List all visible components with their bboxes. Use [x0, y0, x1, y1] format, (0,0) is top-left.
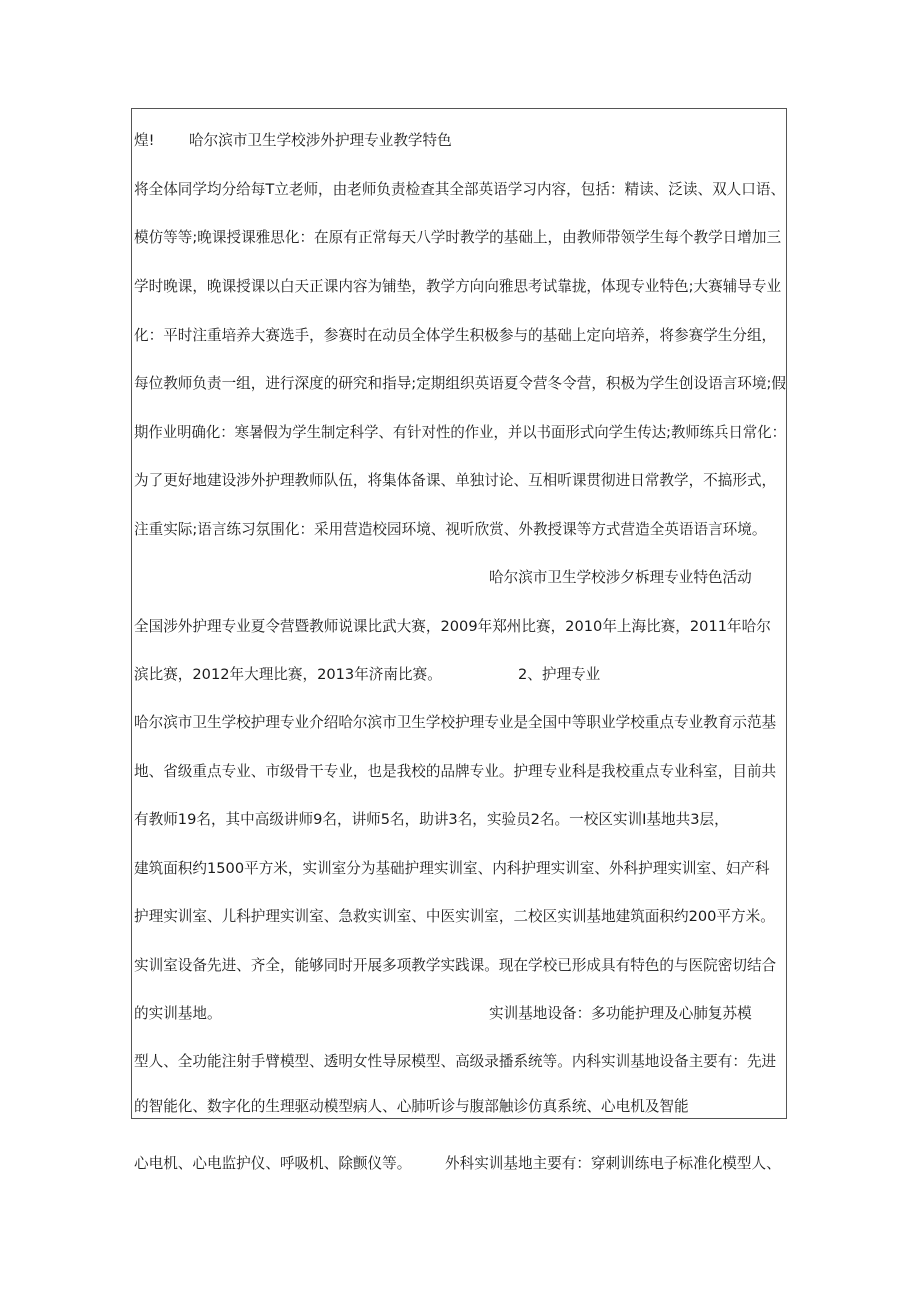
paragraph-text: 外科实训基地主要有：穿刺训练电子标准化模型人、: [445, 1155, 781, 1172]
paragraph-text: 型人、全功能注射手臂模型、透明女性导尿模型、高级录播系统等。内科实训基地设备主要有：先进: [134, 1053, 777, 1070]
paragraph-text: 心电机、心电监护仪、呼吸机、除颤仪等。: [134, 1155, 412, 1172]
paragraph-text: 建筑面积约1500平方米，实训室分为基础护理实训室、内科护理实训室、外科护理实训室、妇产科: [134, 860, 770, 877]
intro-fragment: 煌!: [134, 132, 155, 149]
paragraph-text: 每位教师负责一组，进行深度的研究和指导;定期组织英语夏令营冬令营，积极为学生创设语言环境;假: [134, 375, 786, 392]
paragraph-text: 护理实训室、儿科护理实训室、急救实训室、中医实训室，二校区实训基地建筑面积约200平方米。: [134, 908, 775, 925]
paragraph-text: 哈尔滨市卫生学校护理专业介绍哈尔滨市卫生学校护理专业是全国中等职业学校重点专业教育示范基: [134, 714, 777, 731]
section-heading-nursing: 2、护理专业: [518, 666, 601, 683]
section-heading-foreign-nursing: 哈尔滨市卫生学校涉外护理专业教学特色: [189, 132, 452, 149]
paragraph-text: 滨比赛，2012年大理比赛，2013年济南比赛。: [134, 666, 442, 683]
paragraph-text: 将全体同学均分给每T立老师，由老师负责检查其全部英语学习内容，包括：精读、泛读、双人口语、: [134, 181, 786, 198]
paragraph-text: 化：平时注重培养大赛选手，参赛时在动员全体学生积极参与的基础上定向培养，将参赛学生分组，: [134, 327, 777, 344]
paragraph-text: 为了更好地建设涉外护理教师队伍，将集体备课、单独讨论、互相听课贯彻进日常教学，不搞形式，: [134, 472, 777, 489]
paragraph-text: 期作业明确化：寒暑假为学生制定科学、有针对性的作业，并以书面形式向学生传达;教师练兵日常化：: [134, 424, 786, 441]
section-heading-activities: 哈尔滨市卫生学校涉夕柝理专业特色活动: [489, 569, 752, 586]
paragraph-text: 的智能化、数字化的生理驱动模型病人、心肺听诊与腹部触诊仿真系统、心电机及智能: [134, 1098, 689, 1115]
paragraph-text: 实训室设备先进、齐全，能够同时开展多项教学实践课。现在学校已形成具有特色的与医院密切结合: [134, 957, 777, 974]
paragraph-text: 注重实际;语言练习氛围化：采用营造校园环境、视听欣赏、外教授课等方式营造全英语语言环境。: [134, 521, 767, 538]
paragraph-text: 的实训基地。: [134, 1005, 222, 1022]
paragraph-text: 实训基地设备：多功能护理及心肺复苏模: [489, 1005, 752, 1022]
paragraph-text: 学时晚课，晚课授课以白天正课内容为铺垫，教学方向向雅思考试靠拢，体现专业特色;大赛辅导专业: [134, 278, 782, 295]
paragraph-text: 地、省级重点专业、市级骨干专业，也是我校的品牌专业。护理专业科是我校重点专业科室，目前共: [134, 763, 777, 780]
paragraph-text: 有教师19名，其中高级讲师9名，讲师5名，助讲3名，实验员2名。一校区实训I基地共3层，: [134, 811, 729, 828]
paragraph-text: 全国涉外护理专业夏令营暨教师说课比武大赛，2009年郑州比赛，2010年上海比赛，2011年哈尔: [134, 618, 771, 635]
paragraph-text: 模仿等等;晚课授课雅思化：在原有正常每天八学时教学的基础上，由教师带领学生每个教学日增加三: [134, 229, 782, 246]
